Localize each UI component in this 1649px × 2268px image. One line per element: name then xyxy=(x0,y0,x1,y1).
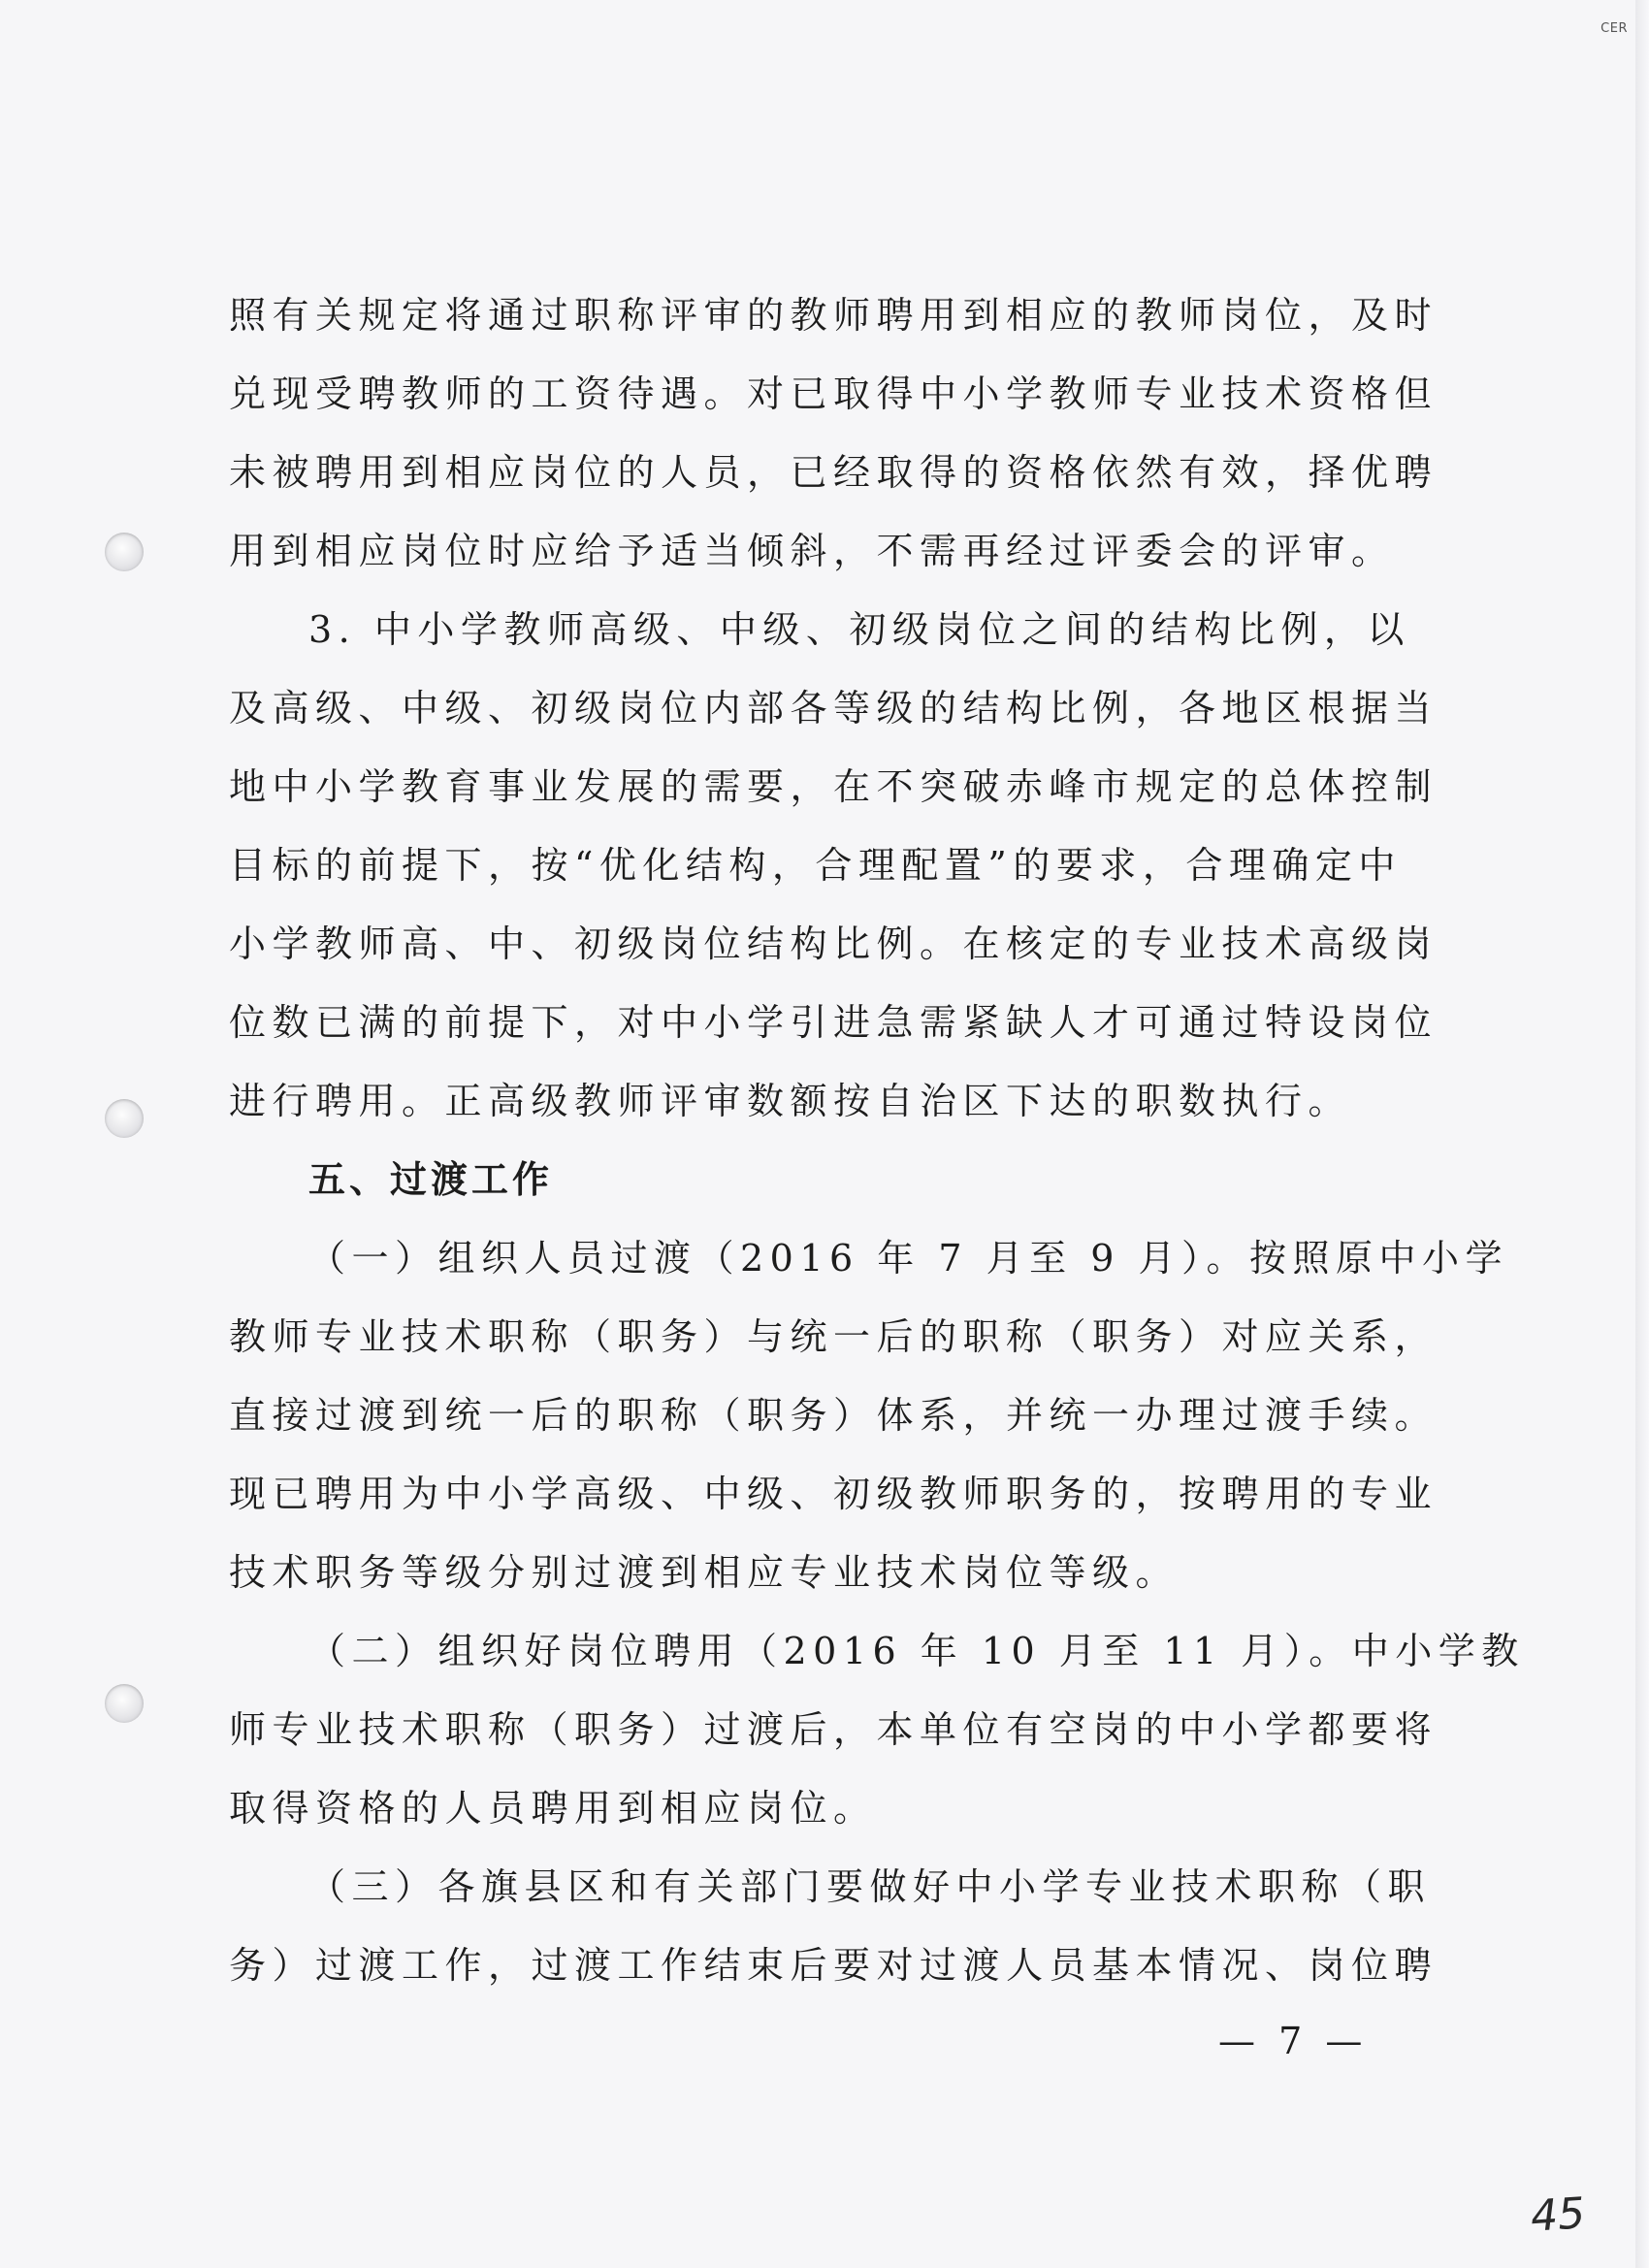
section-heading: 五、过渡工作 xyxy=(308,1158,554,1201)
text-line: （二）组织好岗位聘用（2016 年 10 月至 11 月）。中小学教 xyxy=(308,1630,1525,1672)
text-line: 及高级、中级、初级岗位内部各等级的结构比例，各地区根据当 xyxy=(229,687,1439,729)
text-line: 取得资格的人员聘用到相应岗位。 xyxy=(229,1787,877,1830)
punch-hole-top xyxy=(105,533,144,571)
text-line: 目标的前提下，按“优化结构，合理配置”的要求，合理确定中 xyxy=(229,844,1402,887)
text-line: 教师专业技术职称（职务）与统一后的职称（职务）对应关系， xyxy=(229,1315,1439,1358)
text-line: 现已聘用为中小学高级、中级、初级教师职务的，按聘用的专业 xyxy=(229,1473,1439,1515)
text-line: 3. 中小学教师高级、中级、初级岗位之间的结构比例，以 xyxy=(308,608,1410,651)
text-line: 照有关规定将通过职称评审的教师聘用到相应的教师岗位，及时 xyxy=(229,294,1439,337)
text-line: 直接过渡到统一后的职称（职务）体系，并统一办理过渡手续。 xyxy=(229,1394,1439,1437)
text-line: 小学教师高、中、初级岗位结构比例。在核定的专业技术高级岗 xyxy=(229,923,1439,965)
text-line: 位数已满的前提下，对中小学引进急需紧缺人才可通过特设岗位 xyxy=(229,1001,1439,1044)
text-line: （三）各旗县区和有关部门要做好中小学专业技术职称（职 xyxy=(308,1865,1432,1908)
text-line: 兑现受聘教师的工资待遇。对已取得中小学教师专业技术资格但 xyxy=(229,373,1439,415)
text-line: 地中小学教育事业发展的需要，在不突破赤峰市规定的总体控制 xyxy=(229,765,1439,808)
punch-hole-bottom xyxy=(105,1684,144,1723)
text-line: 务）过渡工作，过渡工作结束后要对过渡人员基本情况、岗位聘 xyxy=(229,1944,1439,1987)
document-body xyxy=(229,276,1525,2005)
text-line: 用到相应岗位时应给予适当倾斜，不需再经过评委会的评审。 xyxy=(229,530,1395,572)
text-line: 未被聘用到相应岗位的人员，已经取得的资格依然有效，择优聘 xyxy=(229,451,1439,494)
text-line: （一）组织人员过渡（2016 年 7 月至 9 月）。按照原中小学 xyxy=(308,1237,1508,1280)
handwritten-page-count: 45 xyxy=(1529,2188,1587,2242)
text-line: 进行聘用。正高级教师评审数额按自治区下达的职数执行。 xyxy=(229,1080,1352,1122)
punch-hole-middle xyxy=(105,1099,144,1138)
scan-edge xyxy=(1635,0,1649,2268)
text-line: 师专业技术职称（职务）过渡后，本单位有空岗的中小学都要将 xyxy=(229,1708,1439,1751)
corner-mark: CER xyxy=(1600,21,1628,36)
text-line: 技术职务等级分别过渡到相应专业技术岗位等级。 xyxy=(229,1551,1180,1594)
page-number: — 7 — xyxy=(1218,2020,1369,2062)
